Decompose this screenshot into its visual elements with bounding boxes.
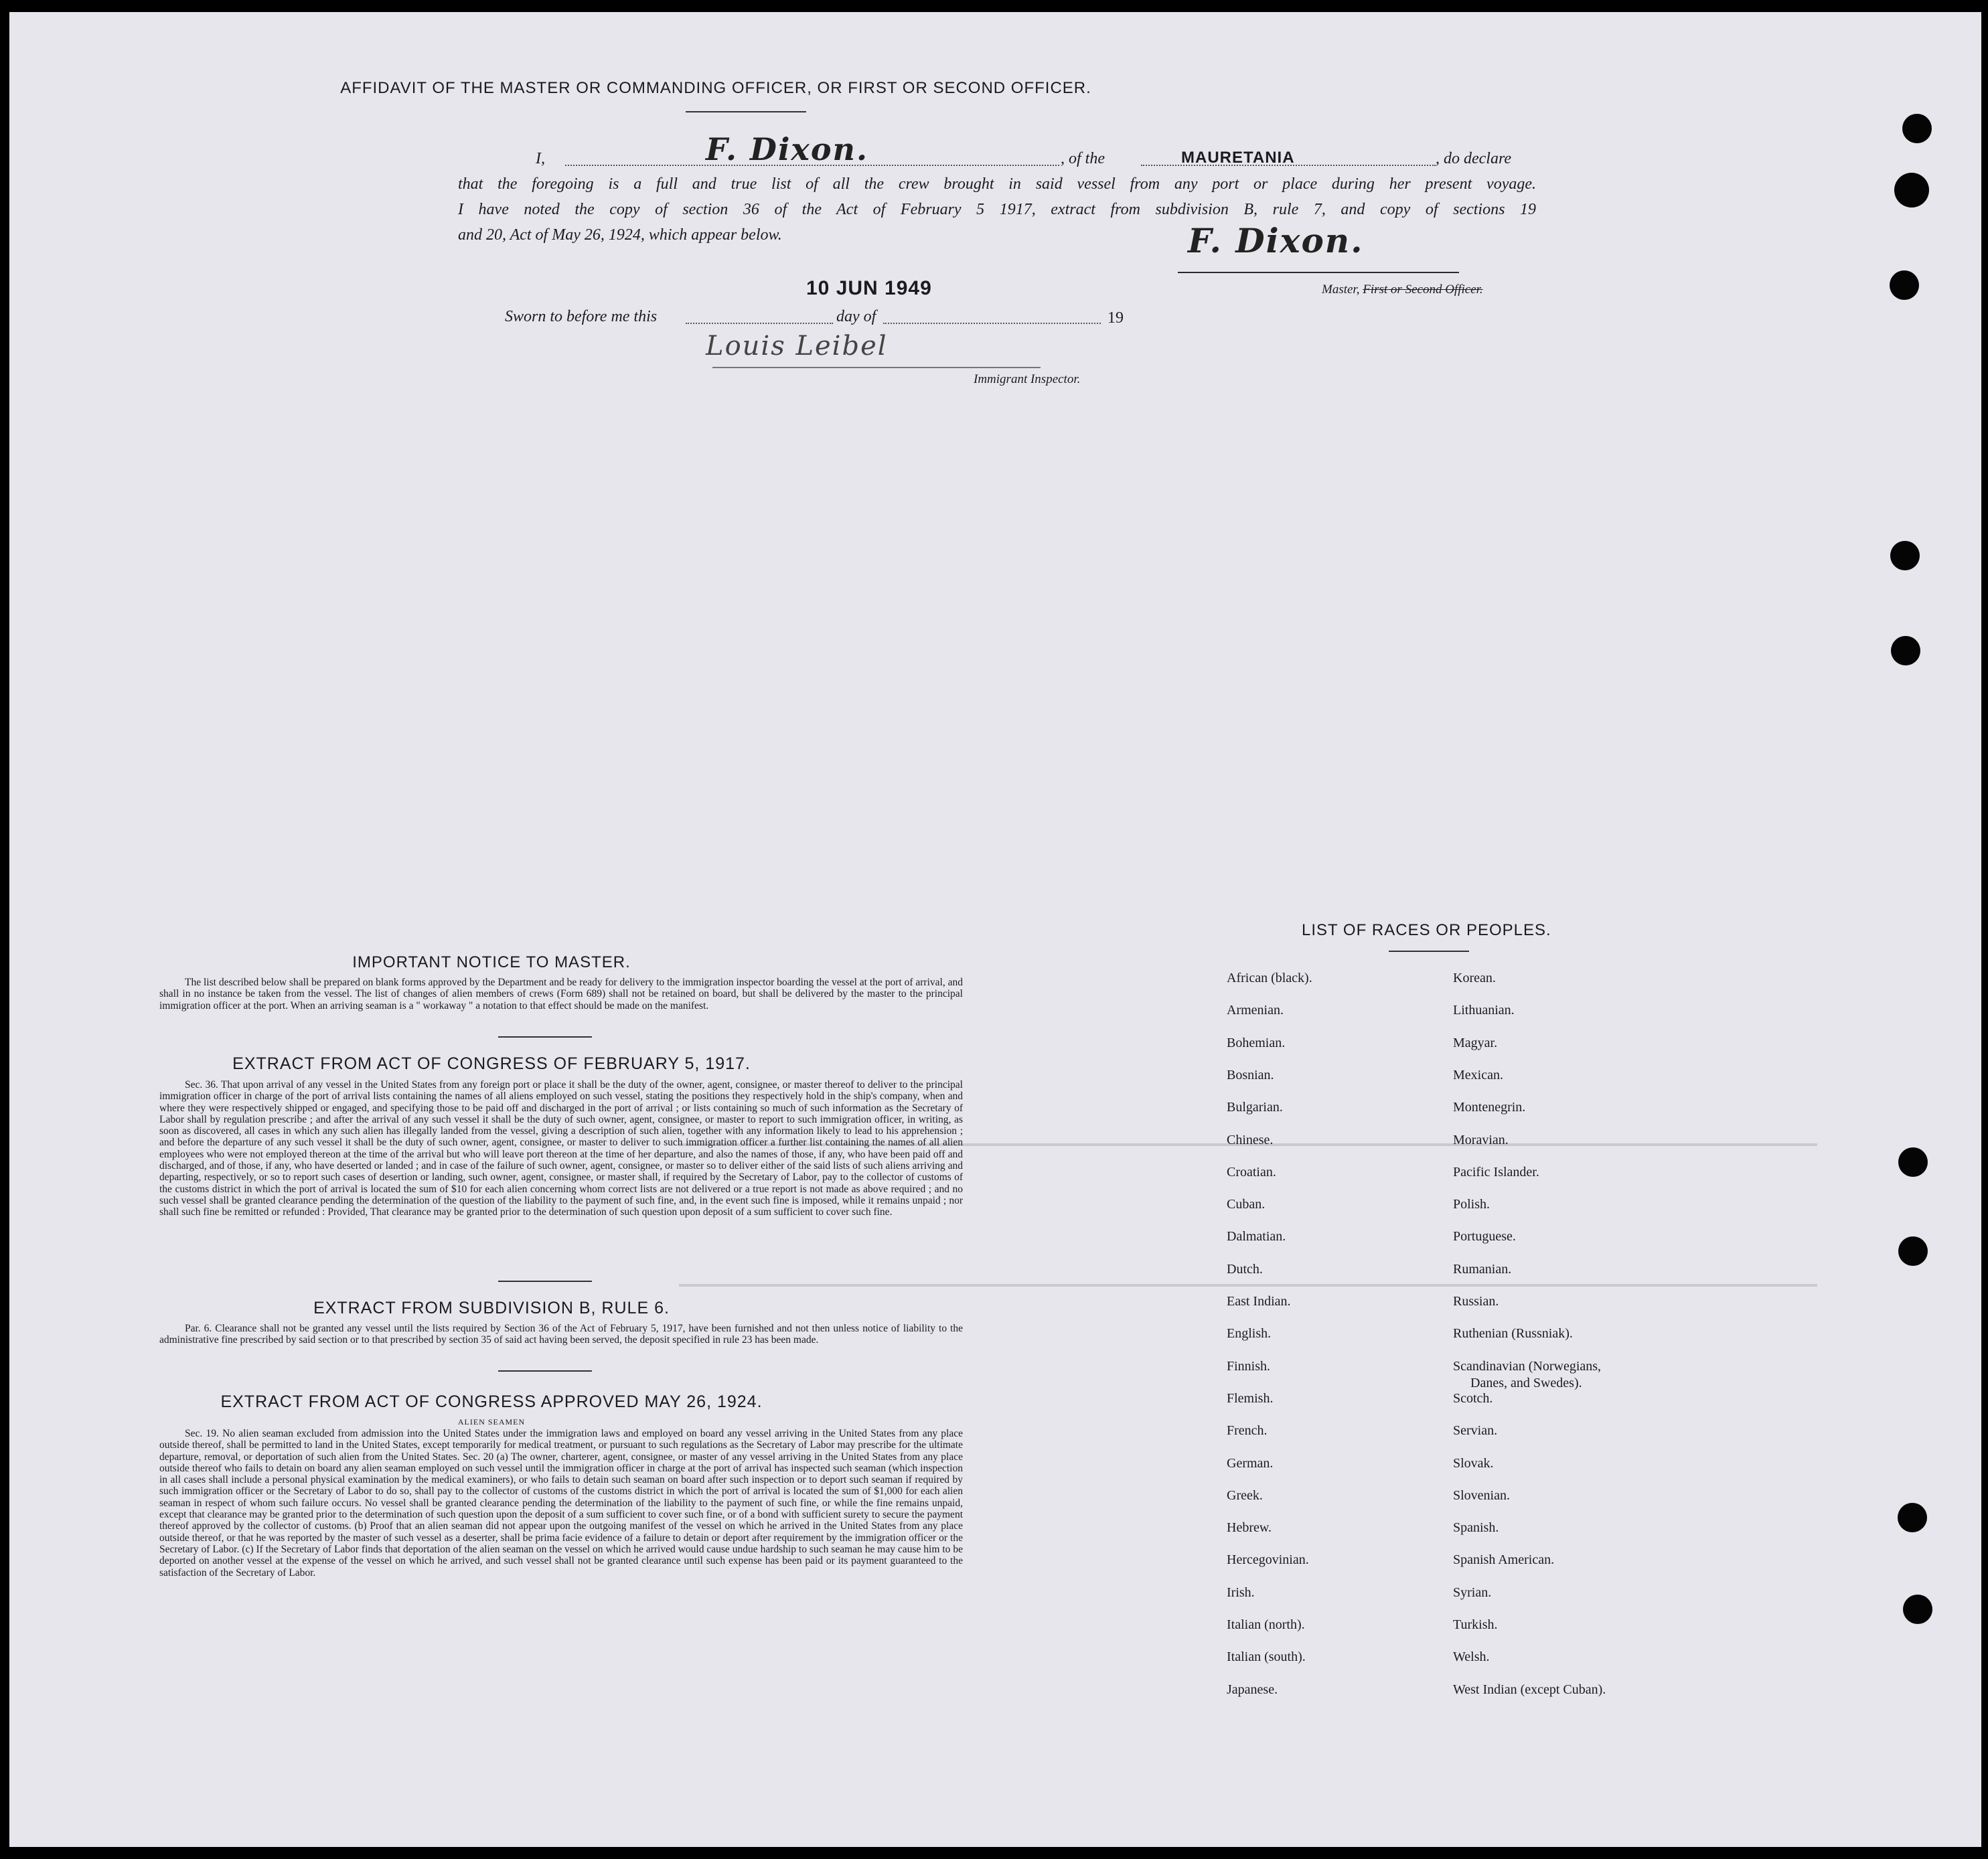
race-item: African (black). [1227, 971, 1312, 985]
race-item: Croatian. [1227, 1164, 1276, 1180]
race-item: Bulgarian. [1227, 1100, 1283, 1115]
race-item: Hebrew. [1227, 1520, 1272, 1536]
struck-officer-label: First or Second Officer. [1363, 282, 1483, 297]
race-item: Magyar. [1453, 1035, 1498, 1050]
race-item-continuation: Danes, and Swedes). [1470, 1376, 1582, 1390]
race-item: Rumanian. [1453, 1261, 1512, 1277]
race-item: Bohemian. [1227, 1035, 1286, 1050]
race-item: Japanese. [1227, 1682, 1278, 1697]
do-declare-text: , do declare [1436, 150, 1512, 167]
race-item: Finnish. [1227, 1358, 1271, 1374]
race-item: West Indian (except Cuban). [1453, 1682, 1606, 1697]
section-rule [498, 1281, 592, 1282]
race-item: Scandinavian (Norwegians, [1453, 1358, 1602, 1374]
section-rule [498, 1036, 592, 1038]
inspector-line [712, 367, 1041, 368]
extract-b6-heading: EXTRACT FROM SUBDIVISION B, RULE 6. [313, 1299, 670, 1317]
sworn-day-line [686, 323, 833, 324]
punch-hole [1890, 270, 1919, 300]
race-item: Dalmatian. [1227, 1229, 1286, 1244]
race-item: Irish. [1227, 1585, 1255, 1600]
master-label-group [1322, 282, 1483, 297]
affidavit-line-2: that the foregoing is a full and true list of all the crew brought in said vessel from any port or place during her present voyage. [458, 175, 1536, 193]
heading-rule [686, 111, 806, 112]
race-item: Syrian. [1453, 1585, 1492, 1600]
race-item: Ruthenian (Russniak). [1453, 1326, 1573, 1342]
race-item: English. [1227, 1326, 1272, 1342]
race-item: East Indian. [1227, 1294, 1291, 1309]
race-item: Armenian. [1227, 1003, 1284, 1018]
day-of-text: day of [836, 308, 876, 325]
race-item: Hercegovinian. [1227, 1552, 1309, 1568]
signature-line [1178, 272, 1459, 273]
race-item: Lithuanian. [1453, 1003, 1515, 1018]
punch-hole [1898, 1503, 1927, 1532]
race-item: Slovak. [1453, 1455, 1494, 1471]
punch-hole [1902, 114, 1932, 143]
date-stamp: 10 JUN 1949 [806, 277, 932, 299]
race-item: Portuguese. [1453, 1229, 1516, 1244]
extract-1917-heading: EXTRACT FROM ACT OF CONGRESS OF FEBRUARY 5, 1917. [232, 1054, 751, 1073]
alien-seamen-subheading: ALIEN SEAMEN [457, 1417, 526, 1427]
extract-1924-body: Sec. 19. No alien seaman excluded from admission into the United States under the immigration laws and employed on board any vessel arriving in the United States from any place outside thereof, shall be permitted to land in the United States, except temporarily for medical treatment, or pursuant to such regulations as the Secretary of Labor may prescribe for the ultimate departure, removal, or deportation of such alien from the United States. Sec. 20 (a) The owner, charterer, agent, consignee, or master of any vessel arriving in the United States from any place outside thereof who fails to detain on board any alien seaman employed on such vessel until the immigration officer in charge at the port of arrival has inspected such seaman (which inspection in all cases shall include a personal physical examination by the medical examiners), or who fails to detain such seaman on board after such inspection or to deport such seaman if required by such immigration officer or the Secretary of Labor to do so, shall pay to the collector of customs of the customs district in which the port of arrival is located the sum of $1,000 for each alien seaman in respect of whom such failure occurs. No vessel shall be granted clearance pending the determination of the liability to the payment of such fine, or while the fine remains unpaid, except that clearance may be granted prior to the determination of such question upon the deposit of a sum sufficient to cover such fine, or of a bond with sufficient surety to secure the payment thereof approved by the collector of customs. (b) Proof that an alien seaman did not appear upon the outgoing manifest of the vessel on which he arrived in the United States from any place outside thereof, or that he was reported by the master of such vessel as a deserter, shall be prima facie evidence of a failure to detain or deport after requirement by the immigration officer or the Secretary of Labor. (c) If the Secretary of Labor finds that deportation of the alien seaman on the vessel on which he arrived would cause undue hardship to such seaman he may cause him to be deported on another vessel at the expense of the vessel on which he arrived, and such vessel shall not be granted clearance until such expense has been paid or its payment guaranteed to the satisfaction of the Secretary of Labor. [159, 1428, 963, 1579]
race-item: Servian. [1453, 1423, 1498, 1439]
race-item: Polish. [1453, 1197, 1490, 1212]
punch-hole [1898, 1236, 1928, 1266]
extract-1924-heading: EXTRACT FROM ACT OF CONGRESS APPROVED MAY 26, 1924. [220, 1392, 763, 1411]
race-item: Montenegrin. [1453, 1100, 1526, 1115]
races-heading: LIST OF RACES OR PEOPLES. [1302, 921, 1551, 939]
punch-hole [1890, 541, 1920, 570]
race-item: French. [1227, 1423, 1268, 1439]
affidavit-line-4: and 20, Act of May 26, 1924, which appear below. [458, 226, 782, 244]
affidavit-heading: AFFIDAVIT OF THE MASTER OR COMMANDING OFFICER, OR FIRST OR SECOND OFFICER. [340, 79, 1091, 97]
race-item: Moravian. [1453, 1132, 1509, 1147]
inspector-label: Immigrant Inspector. [974, 372, 1081, 386]
affidavit-line-3: I have noted the copy of section 36 of the Act of February 5 1917, extract from subdivision B, rule 7, and copy of sections 19 [458, 201, 1536, 218]
master-signature: F. Dixon. [1188, 221, 1364, 260]
punch-hole [1891, 636, 1920, 665]
year-prefix: 19 [1107, 309, 1124, 327]
race-item: German. [1227, 1455, 1274, 1471]
inspector-signature: Louis Leibel [706, 331, 888, 361]
sworn-month-line [883, 323, 1101, 324]
race-item: Welsh. [1453, 1649, 1490, 1665]
race-item: Flemish. [1227, 1390, 1274, 1406]
race-item: Slovenian. [1453, 1487, 1510, 1503]
affidavit-i: I, [536, 150, 545, 167]
manifest-sheet [9, 12, 1981, 1847]
punch-hole [1894, 173, 1929, 208]
punch-hole [1898, 1147, 1928, 1177]
race-item: Korean. [1453, 971, 1496, 985]
notice-body: The list described below shall be prepared on blank forms approved by the Department and be ready for delivery to the immigration inspector boarding the vessel at the port of arrival, and shall in no instance be taken from the vessel. The list of changes of alien members of crews (Form 689) shall not be retained on board, but shall be delivered by the master to the principal immigration officer at the port. When an arriving seaman is a " workaway " a notation to that effect should be made on the manifest. [159, 977, 963, 1012]
race-item: Turkish. [1453, 1617, 1498, 1632]
race-item: Pacific Islander. [1453, 1164, 1539, 1180]
race-item: Bosnian. [1227, 1067, 1274, 1082]
declarant-signature: F. Dixon. [706, 131, 868, 167]
extract-1917-body: Sec. 36. That upon arrival of any vessel in the United States from any foreign port or place it shall be the duty of the owner, agent, consignee, or master thereof to deliver to the principal immigration officer in charge of the port of arrival lists containing the names of all aliens employed on such vessel, stating the positions they respectively hold in the ship's company, when and where they were respectively shipped or engaged, and specifying those to be paid off and discharged in the port of arrival ; or lists containing so much of such information as the Secretary of Labor shall by regulation prescribe ; and after the arrival of any such vessel it shall be the duty of such owner, agent, consignee, or master to report to such immigration officer, in writing, as soon as discovered, all cases in which any such alien has illegally landed from the vessel, giving a description of such alien, together with any information likely to lead to his apprehension ; and before the departure of any such vessel it shall be the duty of such owner, agent, consignee, or master to deliver to such immigration officer a further list containing the names of all alien employees who were not employed thereon at the time of the arrival but who will leave port thereon at the time of her departure, and also the names of those, if any, who have been paid off and discharged, and of those, if any, who have deserted or landed ; and in case of the failure of such owner, agent, consignee, or master so to deliver either of the said lists of such aliens arriving and departing, respectively, or so to report such cases of desertion or landing, such owner, agent, consignee, or master shall, if required by the Secretary of Labor, pay to the collector of customs of the customs district in which the port of arrival is located the sum of $10 for each alien concerning whom correct lists are not delivered or a true report is not made as above required ; and no such vessel shall be granted clearance pending the determination of the question of the liability to the payment of such fine, and, in the event such fine is imposed, while it remains unpaid ; nor shall such fine be remitted or refunded : Provided, That clearance may be granted prior to the determination of such question upon deposit of a sum sufficient to cover such fine. [159, 1079, 963, 1218]
extract-b6-body: Par. 6. Clearance shall not be granted any vessel until the lists required by Section 36 of the Act of February 5, 1917, have been furnished and not then unless notice of liability to the administrative fine prescribed by said section or to that prescribed by section 35 of said act having been served, the deposit specified in rule 23 has been made. [159, 1323, 963, 1346]
sworn-text: Sworn to before me this [505, 308, 658, 325]
races-rule [1389, 951, 1469, 952]
race-item: Greek. [1227, 1487, 1263, 1503]
race-item: Italian (north). [1227, 1617, 1305, 1632]
race-item: Spanish. [1453, 1520, 1499, 1536]
vessel-name: MAURETANIA [1181, 149, 1295, 167]
race-item: Mexican. [1453, 1067, 1503, 1082]
notice-heading: IMPORTANT NOTICE TO MASTER. [352, 953, 631, 971]
race-item: Russian. [1453, 1294, 1499, 1309]
race-item: Dutch. [1227, 1261, 1263, 1277]
race-item: Chinese. [1227, 1132, 1274, 1147]
race-item: Scotch. [1453, 1390, 1493, 1406]
section-rule [498, 1370, 592, 1372]
of-the-text: , of the [1061, 150, 1105, 167]
race-item: Italian (south). [1227, 1649, 1306, 1665]
race-item: Cuban. [1227, 1197, 1266, 1212]
bleed-through-line [679, 1284, 1817, 1287]
master-label: Master, [1322, 282, 1360, 297]
punch-hole [1903, 1595, 1932, 1624]
race-item: Spanish American. [1453, 1552, 1555, 1568]
